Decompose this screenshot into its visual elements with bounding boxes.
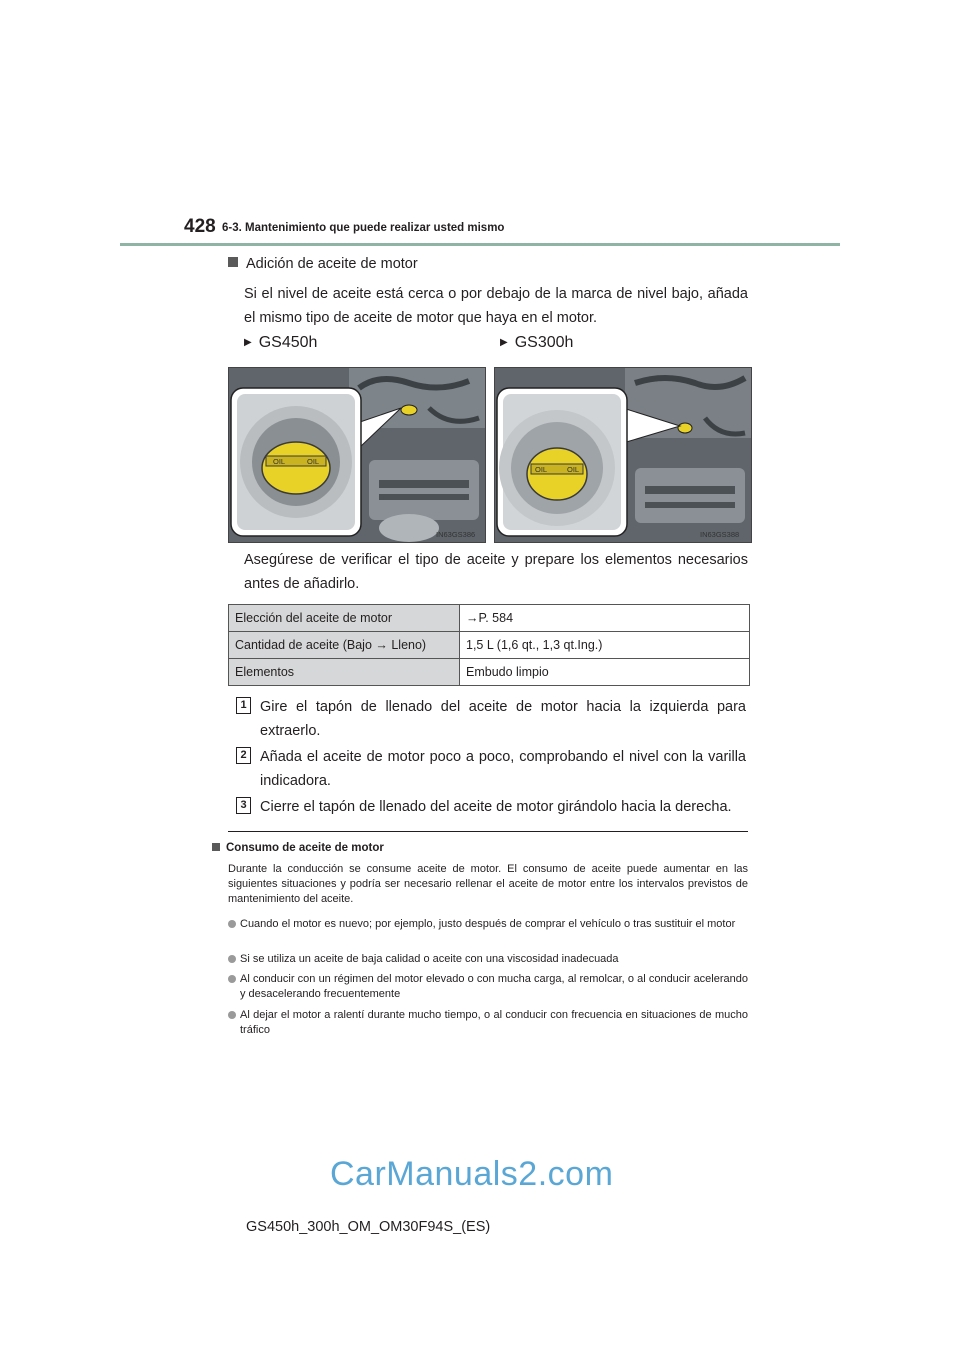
engine-photo-gs450h [228, 367, 486, 543]
info-heading [212, 842, 384, 854]
spec-table [228, 604, 750, 686]
table-key: Elementos [229, 659, 460, 686]
watermark-link[interactable]: CarManuals2.com [330, 1155, 614, 1193]
triangle-bullet-icon: ▶ [500, 337, 508, 348]
section-heading-text: Adición de aceite de motor [246, 256, 418, 272]
square-bullet-icon [228, 257, 238, 267]
square-bullet-icon [212, 843, 220, 851]
triangle-bullet-icon: ▶ [244, 337, 252, 348]
step-text-3: Cierre el tapón de llenado del aceite de motor girándolo hacia la derecha. [260, 799, 732, 815]
note-paragraph: Asegúrese de verificar el tipo de aceite y prepare los elementos necesarios antes de añadirlo. [244, 552, 748, 592]
table-value: 1,5 L (1,6 qt., 1,3 qt.Ing.) [460, 632, 750, 659]
list-item [228, 952, 748, 967]
list-item-text: Cuando el motor es nuevo; por ejemplo, justo después de comprar el vehículo o tras sustituir el motor [240, 918, 736, 930]
svg-text:OIL: OIL [567, 465, 580, 474]
footer-document-code: GS450h_300h_OM_OM30F94S_(ES) [246, 1219, 491, 1235]
list-item-text: Al dejar el motor a ralentí durante mucho tiempo, o al conducir con frecuencia en situaciones de mucho tráfico [240, 1009, 748, 1036]
table-row [229, 632, 750, 659]
table-value: →P. 584 [460, 605, 750, 632]
header-rule [120, 243, 840, 246]
list-item-text: Al conducir con un régimen del motor elevado o con mucha carga, al remolcar, o al conducir acelerando y desacelerando frecuentemente [240, 973, 748, 1000]
variant-label-text: GS300h [514, 334, 574, 351]
image-code-label: IN63GS388 [700, 530, 740, 539]
circle-bullet-icon [228, 955, 236, 963]
svg-text:OIL: OIL [307, 457, 320, 466]
svg-text:OIL: OIL [273, 457, 286, 466]
list-item [228, 972, 748, 1002]
step-text-1: Gire el tapón de llenado del aceite de motor hacia la izquierda para extraerlo. [260, 699, 746, 739]
step-number-1: 1 [236, 697, 251, 714]
svg-text:OIL: OIL [535, 465, 548, 474]
table-value: Embudo limpio [460, 659, 750, 686]
list-item [228, 1008, 748, 1038]
table-key: Elección del aceite de motor [229, 605, 460, 632]
variant-label-gs300h [500, 334, 573, 352]
circle-bullet-icon [228, 1011, 236, 1019]
step-number-2: 2 [236, 747, 251, 764]
list-item [228, 917, 748, 932]
info-body: Durante la conducción se consume aceite de motor. El consumo de aceite puede aumentar en las siguientes situaciones y podría ser necesario rellenar el aceite de motor entre los intervalos previstos de mantenimiento del aceite. [228, 863, 748, 905]
table-key: Cantidad de aceite (Bajo → Lleno) [229, 632, 460, 659]
intro-paragraph: Si el nivel de aceite está cerca o por debajo de la marca de nivel bajo, añada el mismo tipo de aceite de motor que haya en el motor. [244, 286, 748, 326]
table-row [229, 605, 750, 632]
section-title: 6-3. Mantenimiento que puede realizar usted mismo [222, 222, 505, 234]
table-row [229, 659, 750, 686]
step-number-3: 3 [236, 797, 251, 814]
variant-label-gs450h [244, 334, 317, 352]
circle-bullet-icon [228, 975, 236, 983]
circle-bullet-icon [228, 920, 236, 928]
section-heading [228, 256, 418, 272]
engine-photo-gs300h [494, 367, 752, 543]
page-number: 428 [184, 216, 216, 237]
section-divider [228, 831, 748, 832]
step-text-2: Añada el aceite de motor poco a poco, comprobando el nivel con la varilla indicadora. [260, 749, 746, 789]
info-heading-text: Consumo de aceite de motor [226, 842, 384, 854]
list-item-text: Si se utiliza un aceite de baja calidad o aceite con una viscosidad inadecuada [240, 953, 619, 965]
image-code-label: IN63GS386 [436, 530, 476, 539]
variant-label-text: GS450h [258, 334, 318, 351]
